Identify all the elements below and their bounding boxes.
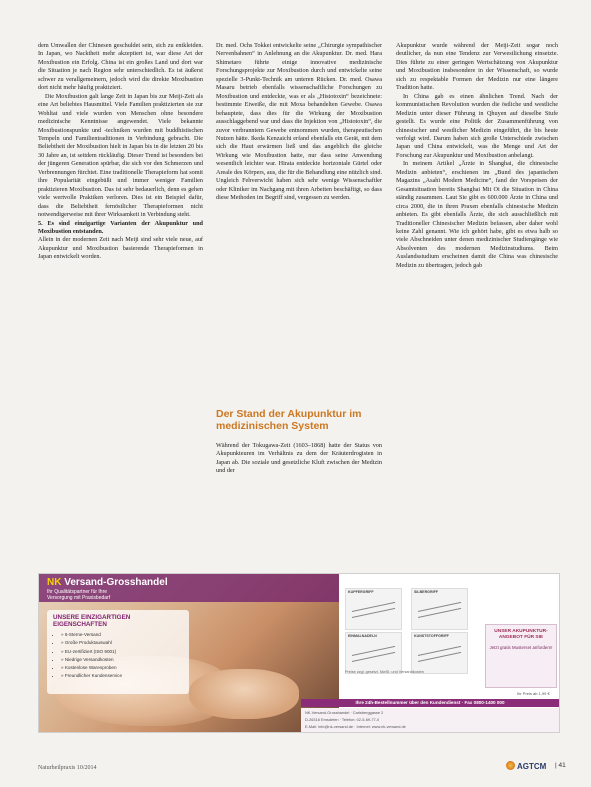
footer-issue: Naturheilpraxis 10/2014 xyxy=(38,765,97,771)
price-note: Preise zzgl. gesetzl. MwSt. und Versandkosten xyxy=(345,670,424,674)
paragraph: Dr. med. Ochs Tokkei entwickelte seine „Chirurgie sympathischer Nervenbahnen“ in Anlehnung an die Akupunktur. Dr. med. Hara Shimetaro führte einige innovative medizinische Forschungsprojekte zur Moxibustion durch und entwickelte seine spezielle 3-Punkt-Technik am unteren Rücken. Dr. med. Osawa Masaru betrieb ebenfalls wissenschaftliche Forschungen zu Moxibustion und entdeckte, was er als „Histotoxin“ bezeichnete: bestimmte Eiweiße, die mit Moxa behandelten Gewebe. Osawa behauptete, dass dies für die Wirkung der Moxibustion ausschlaggebend war und dass die Injektion von „Histotoxin“, die zuvor verbranntem Gewebe entnommen wurden, therapeutischen Nutzen hätte. Ikeda Kenzaichi erfand ebenfalls ein Gerät, mit dem sich die Haut erwärmen ließ und das angeblich die gleiche Wirkung wie Moxibustion hatte, nur dass seine Anwendung wesentlich leichter war. Hirata entdeckte horizontale Gürtel oder Areale des Körpers, aus, die für die Behandlung eine nützlich sind. Ungleich Fehverwicht haben sich sehr wenige Wissenschaftler oder Kliniker im Nachgang mit ihren Arbeiten beschäftigt, so dass diese Methoden im Begriff sind, vergessen zu werden. xyxy=(216,42,382,202)
article-column-2 xyxy=(216,42,382,394)
needle-label: KUPFERGRIFF xyxy=(348,590,374,594)
paragraph: In China gab es einen ähnlichen Trend. Nach der kommunistischen Revolution wurden die östliche und westliche Medizin unter dieser Führung in Qhuyen auf dieselbe Stufe gestellt. Es wurde eine Politik der Zusammenführung von chinesischer und westlicher Medizin eingeführt, die bis heute verfolgt wird. Darum haben sich große Unterschiede zwischen Japan und China entwickelt, was die Menge und Art der Forschung zur Akupunktur und Moxibustion anbelangt. xyxy=(396,92,558,159)
subheading: 5. Es sind einzigartige Varianten der Akupunktur und Moxibustion entstanden. xyxy=(38,219,203,235)
paragraph: Akupunktur wurde während der Meiji-Zeit sogar noch deutlicher, da nun eine Tendenz zur Verwestlichung einsetzte. Dies führte zu einer geringen Wertschätzung von Akupunktur und Moxibustion insbesondere in der Wissenschaft, so wurde sich zu respektable Formen der Medizin nur eine längere Tradition hatte. xyxy=(396,42,558,92)
ad-brand-banner xyxy=(39,574,339,602)
feature-item: • » Niedrige Versandkosten xyxy=(61,656,189,664)
offer-box[interactable] xyxy=(485,624,557,688)
needle-product-card[interactable] xyxy=(411,588,468,630)
paragraph: Während der Tokugawa-Zeit (1603–1868) hatte der Status von Akupunkteuren im Verhältnis zu dem der Kräuterdrogisten in Japan ab. Die soziale und gesetzliche Kluft zwischen der Medizin und der xyxy=(216,442,382,475)
offer-title: UNSER AKUPUNKTUR-ANGEBOT FÜR SIE xyxy=(494,629,548,640)
features-list xyxy=(47,631,189,681)
article-column-3 xyxy=(396,42,558,557)
features-box xyxy=(47,610,189,694)
contact-line: NK-Versand-Grosshandel · Carlsberggasse 2 xyxy=(305,710,384,715)
order-bar[interactable]: Ihre 24h-Bestellnummer über den Kundendienst · Fax 0800-1400 000 xyxy=(301,699,559,707)
footer-logo xyxy=(506,761,546,771)
feature-item: • » Große Produktauswahl xyxy=(61,639,189,647)
brand-tagline-line: Ihr Qualitätspartner für Ihre xyxy=(47,589,108,595)
feature-item: • » 6-Sterne-Versand xyxy=(61,631,189,639)
therapist-hand-image xyxy=(189,669,299,719)
section-heading: Der Stand der Akupunktur im medizinischen System xyxy=(216,408,362,432)
brand-tagline xyxy=(47,589,110,601)
needle-icon xyxy=(352,646,395,656)
logo-text: AGTCM xyxy=(517,762,547,771)
offer-text: Jetzt gratis Musterset anfordern! xyxy=(489,645,553,650)
paragraph: In meinem Artikel „Ärzte in Shanghai, die chinesische Medizin anbieten“, erschienen im „Bund des japanischen Magazins „Asahi Modern Medicine“, fand der Vorspeisen der Gesamtsituation bereits Shanghai Mit Oi die Situation in China ständig zusammen. Laut Sie gibt es 600.000 Ärzte in China und circa 2000, die in ihren Praxen ebenfalls chinesische Medizin anbieten. Es gibt ebenfalls Ärzte, die sich ausschließlich mit Traditioneller Chinesischer Medizin befassen, aber daher wohl keine Zahl genannt. Wie ich gehört habe, gibt es etwa halb so viele Abschneiden unter denen medizinischer Studiengänge wie Absolventen des modernen Medizinstudiums. Beim Auslandsstudium erscheinen damit die China was chinesische Medizin zu übertragen, jedoch gab xyxy=(396,160,558,269)
article-column-1 xyxy=(38,42,203,557)
paragraph: Die Moxibustion galt lange Zeit in Japan bis zur Meiji-Zeit als eine Art beliebtes Hausmittel. Viele Familien praktizierten sie zur Wohltat und viele wurden von Menschen ohne besondere medizinische Kenntnisse angewendet. Viele bekannte Moxibustionspunkte und -techniken wurden mit buddhistischen Tempeln und Familientraditionen in Verbindung gebracht. Die Beliebtheit der Moxibustion hielt in Japan bis in die letzten 20 bis 30 Jahre an, ist seitdem rückläufig. Dieser Trend ist besonders bei der jüngeren Generation spürbar, die sich vor den Schmerzen und Verbrennungen fürchtet. Eine traditionelle Therapieform hat somit ihre Popularität eingebüßt und immer weniger Familien praktizieren Moxibustion. Das ist sehr bedauerlich, denn es gehen viele wertvolle Praktiken verloren. Dies ist ein Beispiel dafür, dass die Beliebtheit fernöstlicher Therapieformen nicht notwendigerweise mit ihrer Wirksamkeit in Verbindung steht. xyxy=(38,92,203,219)
feature-item: • » EU-zertifiziert (ISO 9001) xyxy=(61,648,189,656)
needle-label: SILBERGRIFF xyxy=(414,590,438,594)
brand-logo xyxy=(47,577,168,588)
needle-icon xyxy=(352,602,395,612)
brand-tagline-line: Versorgung mit Praxisbedarf xyxy=(47,595,111,601)
needle-label: KUNSTSTOFFGRIFF xyxy=(414,634,449,638)
needle-icon xyxy=(418,646,461,656)
contact-block xyxy=(301,708,559,732)
feature-item: • » Freundlicher Kundenservice xyxy=(61,672,189,680)
needle-label: EINMALNADELN xyxy=(348,634,377,638)
needle-product-card[interactable] xyxy=(345,632,402,674)
brand-prefix: NK xyxy=(47,577,62,588)
contact-line: D-26316 Emsdeten · Telefon: 02-5-69-77-0 xyxy=(305,717,380,722)
brand-name: Versand-Grosshandel xyxy=(61,577,168,588)
needle-product-card[interactable] xyxy=(411,632,468,674)
paragraph: dem Umwallen der Chinesen geschuldet sein, sich zu entkleiden. In Japan, wo Nacktheit mehr akzeptiert ist, war diese Art der Moxibustion ein Erfolg. China ist ein großes Land und dort war die Situation je nach Region sehr unterschiedlich. Es ist äußerst schwer zu verallgemeinern, jedoch wird die direkte Moxibustion dort nicht mehr häufig praktiziert. xyxy=(38,42,203,92)
price-label: Ihr Preis ab 1,99 € xyxy=(517,691,550,696)
logo-sun-icon xyxy=(506,761,515,770)
contact-line[interactable]: E-Mail: info@nk-versand.de · Internet: www.nk-versand.de xyxy=(305,724,406,729)
advertisement[interactable] xyxy=(38,573,560,733)
article-column-2-continued xyxy=(216,442,382,560)
features-title: UNSERE EINZIGARTIGEN EIGENSCHAFTEN xyxy=(53,614,131,628)
page-number: | 41 xyxy=(555,762,566,769)
paragraph: Allein in der modernen Zeit nach Meiji sind sehr viele neue, auf Akupunktur und Moxibustion basierende Therapieformen in Japan entwickelt worden. xyxy=(38,236,203,261)
feature-item: • » Kostenlose Warenproben xyxy=(61,664,189,672)
needle-icon xyxy=(418,602,461,612)
needle-product-card[interactable] xyxy=(345,588,402,630)
